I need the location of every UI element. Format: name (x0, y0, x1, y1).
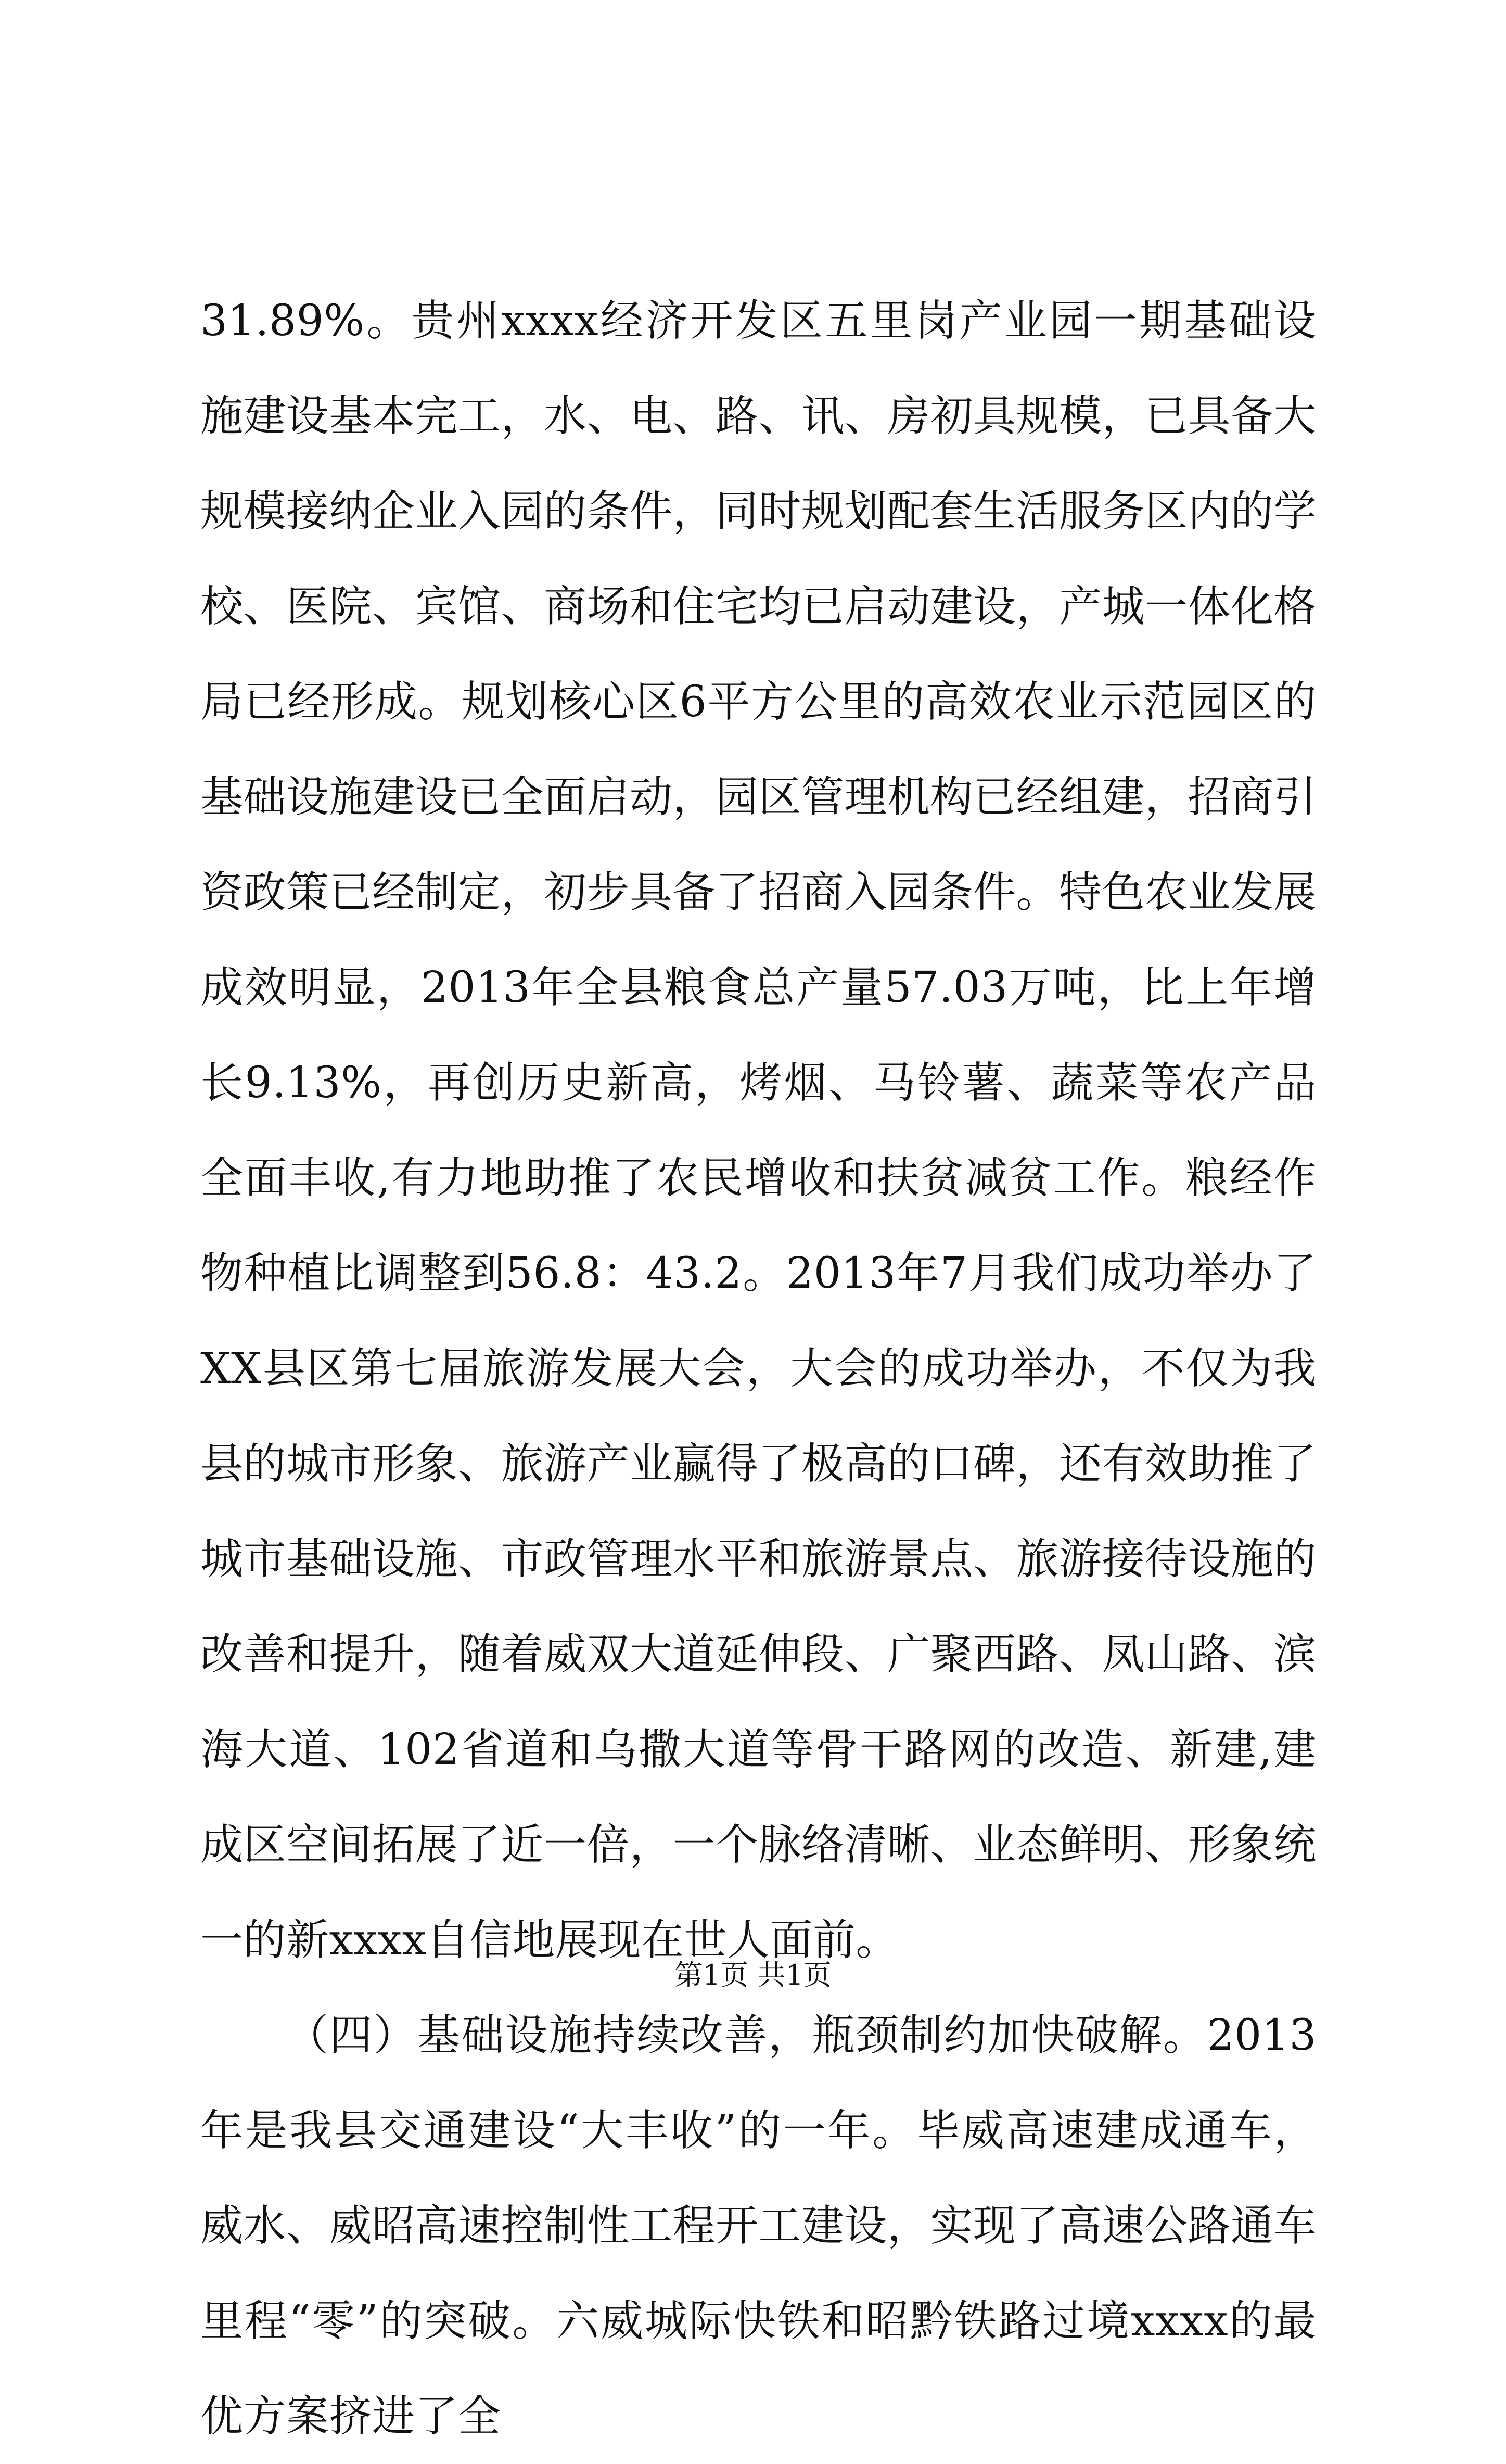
paragraph-infrastructure: （四）基础设施持续改善，瓶颈制约加快破解。2013年是我县交通建设“大丰收”的一年。毕威高速建成通车，威水、威昭高速控制性工程开工建设，实现了高速公路通车里程“零”的突破。六威城际快铁和昭黔铁路过境xxxx的最优方案挤进了全 (200, 2011, 1317, 2441)
document-body (200, 273, 1317, 2464)
page-footer: 第1页 共1页 (674, 1959, 832, 1991)
paragraph-continuation: 31.89%。贵州xxxx经济开发区五里岗产业园一期基础设施建设基本完工，水、电、路、讯、房初具规模，已具备大规模接纳企业入园的条件，同时规划配套生活服务区内的学校、医院、宾馆、商场和住宅均已启动建设，产城一体化格局已经形成。规划核心区6平方公里的高效农业示范园区的基础设施建设已全面启动，园区管理机构已经组建，招商引资政策已经制定，初步具备了招商入园条件。特色农业发展成效明显，2013年全县粮食总产量57.03万吨，比上年增长9.13%，再创历史新高，烤烟、马铃薯、蔬菜等农产品全面丰收,有力地助推了农民增收和扶贫减贫工作。粮经作物种植比调整到56.8：43.2。2013年7月我们成功举办了XX县区第七届旅游发展大会，大会的成功举办，不仅为我县的城市形象、旅游产业赢得了极高的口碑，还有效助推了城市基础设施、市政管理水平和旅游景点、旅游接待设施的改善和提升，随着威双大道延伸段、广聚西路、凤山路、滨海大道、102省道和乌撒大道等骨干路网的改造、新建,建成区空间拓展了近一倍，一个脉络清晰、业态鲜明、形象统一的新xxxx自信地展现在世人面前。 (200, 296, 1317, 1965)
